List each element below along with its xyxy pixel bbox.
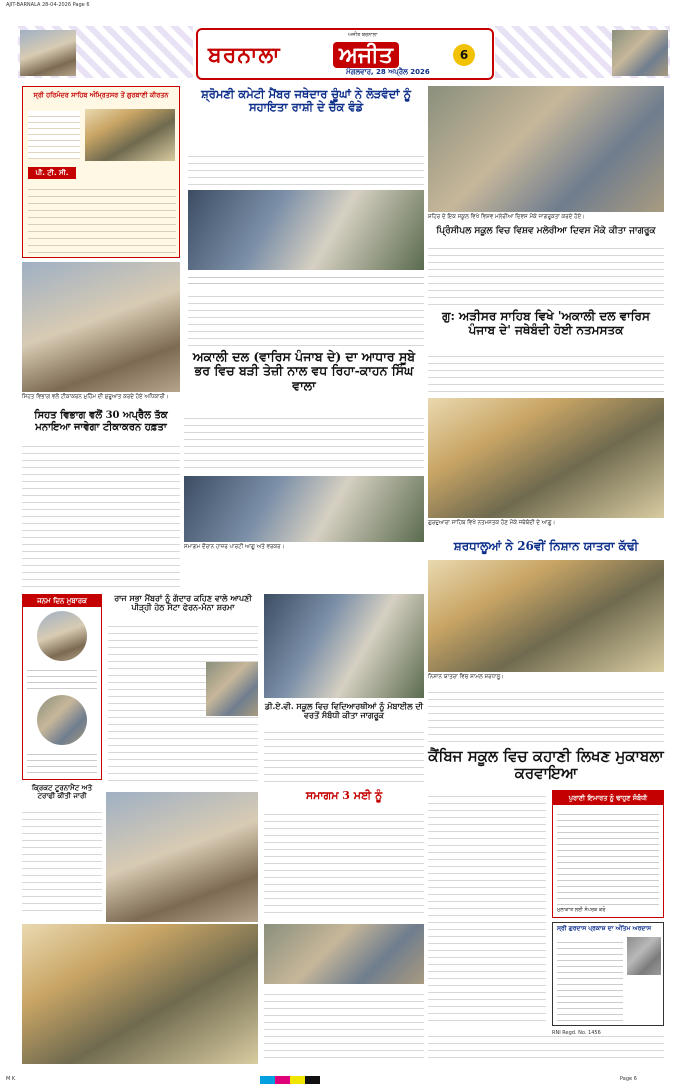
obituary-portrait: [627, 937, 661, 975]
cricket-headline: ਕ੍ਰਿਕਟ ਟੂਰਨਾਮੈਂਟ ਅਤੇ ਟਰਾਫੀ ਕੀਤੀ ਜਾਰੀ: [31, 783, 93, 801]
birthday-box: [22, 594, 102, 780]
party-body: [184, 412, 424, 474]
health-headline: ਸਿਹਤ ਵਿਭਾਗ ਵਲੋਂ 30 ਅਪ੍ਰੈਲ ਤੱਕ ਮਨਾਇਆ ਜਾਵੇਗਾ ਟੀਕਾਕਰਨ ਹਫ਼ਤਾ: [34, 410, 168, 433]
dav-body: [264, 726, 424, 786]
birthday-text-2: [27, 749, 97, 775]
masthead-city: ਬਰਨਾਲਾ: [208, 42, 281, 68]
ad-property-title: ਪੁਰਾਣੀ ਇਮਾਰਤ ਨੂੰ ਢਾਹੁਣ ਸੰਬੰਧੀ: [553, 791, 663, 805]
sgpc-caption: [188, 272, 424, 286]
samagam-body: [264, 808, 424, 918]
akali-body: [428, 350, 664, 396]
sgpc-body: [188, 150, 424, 186]
dav-headline: ਡੀ.ਏ.ਵੀ. ਸਕੂਲ ਵਿਚ ਵਿਦਿਆਰਥੀਆਂ ਨੂੰ ਮੋਬਾਈਲ ਦੀ ਵਰਤੋਂ ਸੰਬੰਧੀ ਕੀਤਾ ਜਾਗਰੂਕ: [264, 701, 424, 721]
akali-photo: [428, 398, 664, 518]
cricket-photo: [106, 792, 258, 922]
ad-property: [552, 790, 664, 918]
akali-headline: ਗੁ: ਅੜੀਸਰ ਸਾਹਿਬ ਵਿਖੇ 'ਅਕਾਲੀ ਦਲ ਵਾਰਿਸ ਪੰਜਾਬ ਦੇ' ਜਥੇਬੰਦੀ ਹੋਈ ਨਤਮਸਤਕ: [442, 309, 650, 337]
ad-property-text: [557, 809, 659, 905]
health-caption: ਸਿਹਤ ਵਿਭਾਗ ਵਲੋਂ ਟੀਕਾਕਰਨ ਮੁਹਿੰਮ ਦੀ ਸ਼ੁਰੂਆਤ ਕਰਦੇ ਹੋਏ ਅਧਿਕਾਰੀ।: [22, 394, 169, 400]
footer-right: Page 6: [620, 1076, 637, 1082]
youth-headline: ਰਾਜ ਸਭਾ ਮੈਂਬਰਾਂ ਨੂੰ ਗੱਦਾਰ ਕਹਿਣ ਵਾਲੇ ਆਪਣੀ ਪੀੜ੍ਹੀ ਹੇਠ ਸੋਟਾ ਫੇਰਨ-ਮੰਨਾ ਸ਼ਰਮਾ: [114, 593, 252, 613]
ad-gurbani-schedule: [28, 111, 80, 159]
birthday-text-1: [27, 665, 97, 689]
nishan-caption: ਨਿਸ਼ਾਨ ਯਾਤਰਾ ਵਿਚ ਸ਼ਾਮਲ ਸ਼ਰਧਾਲੂ।: [428, 674, 505, 680]
footer-left: M K: [6, 1076, 16, 1082]
bottom-right-body: [428, 1030, 664, 1064]
cambridge-body: [428, 790, 546, 1026]
rni-number: RNI Regd. No. 1456: [552, 1030, 601, 1036]
dav-photo: [264, 594, 424, 698]
school-malaria-body: [428, 242, 664, 306]
nishan-photo: [428, 560, 664, 672]
ad-obituary-title: ਸ੍ਰੀ ਗੁਰਦਾਸ ਪ੍ਰਕਾਸ਼ ਦਾ ਅੰਤਿਮ ਅਰਦਾਸ: [557, 925, 652, 932]
nishan-body: [428, 686, 664, 744]
birthday-title: ਜਨਮ ਦਿਨ ਮੁਬਾਰਕ: [23, 595, 101, 607]
cambridge-headline: ਕੈਂਬਿਜ ਸਕੂਲ ਵਿਚ ਕਹਾਣੀ ਲਿਖਣ ਮੁਕਾਬਲਾ ਕਰਵਾਇਆ: [428, 747, 664, 783]
page-number-badge: 6: [453, 44, 475, 66]
health-body: [22, 440, 180, 588]
party-caption: ਸਮਾਗਮ ਦੌਰਾਨ ਹਾਜ਼ਰ ਪਾਰਟੀ ਆਗੂ ਅਤੇ ਵਰਕਰ।: [184, 544, 285, 550]
school-malaria-caption: ਸ਼ਹਿਰ ਦੇ ਇਕ ਸਕੂਲ ਵਿਖੇ ਵਿਸ਼ਵ ਮਲੇਰੀਆ ਦਿਵਸ ਮੌਕੇ ਜਾਗਰੂਕਤਾ ਕਰਦੇ ਹੋਏ।: [428, 214, 585, 220]
birthday-photo-2: [37, 695, 87, 745]
bottom-left-photo: [22, 924, 258, 1064]
party-photo: [184, 476, 424, 542]
youth-portrait: [206, 662, 258, 716]
samagam-headline: ਸਮਾਗਮ 3 ਮਈ ਨੂੰ: [305, 789, 383, 802]
sgpc-body-2: [188, 290, 424, 348]
ad-gurbani-channel: ਪੀ. ਟੀ. ਸੀ.: [28, 167, 76, 179]
school-malaria-headline: ਪ੍ਰਿੰਸੀਪਲ ਸਕੂਲ ਵਿਚ ਵਿਸ਼ਵ ਮਲੇਰੀਆ ਦਿਵਸ ਮੌਕੇ ਕੀਤਾ ਜਾਗਰੂਕ: [436, 226, 656, 236]
masthead-paper-name: ਅਜੀਤ: [333, 42, 399, 68]
sgpc-photo: [188, 190, 424, 270]
bottom-mid-body: [264, 988, 424, 1064]
gurdwara-photo: [20, 30, 76, 76]
bottom-mid-photo: [264, 924, 424, 984]
ad-property-contact: ਮੁਲਾਕਾਤ ਲਈ ਸੰਪਰਕ ਕਰੋ: [557, 907, 606, 913]
masthead-edition: ਅਜੀਤ ਬਰਨਾਲਾ: [348, 32, 378, 38]
clock-tower-photo: [612, 30, 668, 76]
masthead-date: ਮੰਗਲਵਾਰ, 28 ਅਪ੍ਰੈਲ 2026: [346, 68, 430, 76]
page-slug: AJIT-BARNALA 28-04-2026 Page 6: [6, 2, 90, 8]
ad-gurbani-text: [28, 183, 176, 253]
sgpc-headline: ਸ਼੍ਰੋਮਣੀ ਕਮੇਟੀ ਮੈਂਬਰ ਜਥੇਦਾਰ ਚੂੰਘਾਂ ਨੇ ਲੋੜਵੰਦਾਂ ਨੂੰ ਸਹਾਇਤਾ ਰਾਸ਼ੀ ਦੇ ਚੈੱਕ ਵੰਡੇ: [201, 87, 411, 115]
masthead: [196, 28, 494, 80]
ad-obituary: [552, 922, 664, 1026]
nishan-headline: ਸ਼ਰਧਾਲੂਆਂ ਨੇ 26ਵੀਂ ਨਿਸ਼ਾਨ ਯਾਤਰਾ ਕੱਢੀ: [453, 539, 639, 553]
ad-gurbani: [22, 86, 180, 258]
ad-gurbani-title: ਸ੍ਰੀ ਹਰਿਮੰਦਰ ਸਾਹਿਬ ਅੰਮ੍ਰਿਤਸਰ ਤੋਂ ਗੁਰਬਾਣੀ ਕੀਰਤਨ: [33, 91, 169, 99]
health-photo: [22, 262, 180, 392]
akali-caption: ਗੁਰਦੁਆਰਾ ਸਾਹਿਬ ਵਿਖੇ ਨਤਮਸਤਕ ਹੋਣ ਮੌਕੇ ਜਥੇਬੰਦੀ ਦੇ ਆਗੂ।: [428, 520, 556, 526]
ad-obituary-text: [557, 937, 623, 1021]
cricket-body: [22, 806, 102, 916]
birthday-photo-1: [37, 611, 87, 661]
color-registration-bar: [260, 1076, 320, 1084]
school-malaria-photo: [428, 86, 664, 212]
party-headline: ਅਕਾਲੀ ਦਲ (ਵਾਰਿਸ ਪੰਜਾਬ ਦੇ) ਦਾ ਆਧਾਰ ਸੂਬੇ ਭਰ ਵਿਚ ਬੜੀ ਤੇਜ਼ੀ ਨਾਲ ਵਧ ਰਿਹਾ-ਕਾਹਨ ਸਿੰਘ ਵਾਲਾ: [192, 349, 416, 393]
golden-temple-photo: [85, 109, 175, 161]
